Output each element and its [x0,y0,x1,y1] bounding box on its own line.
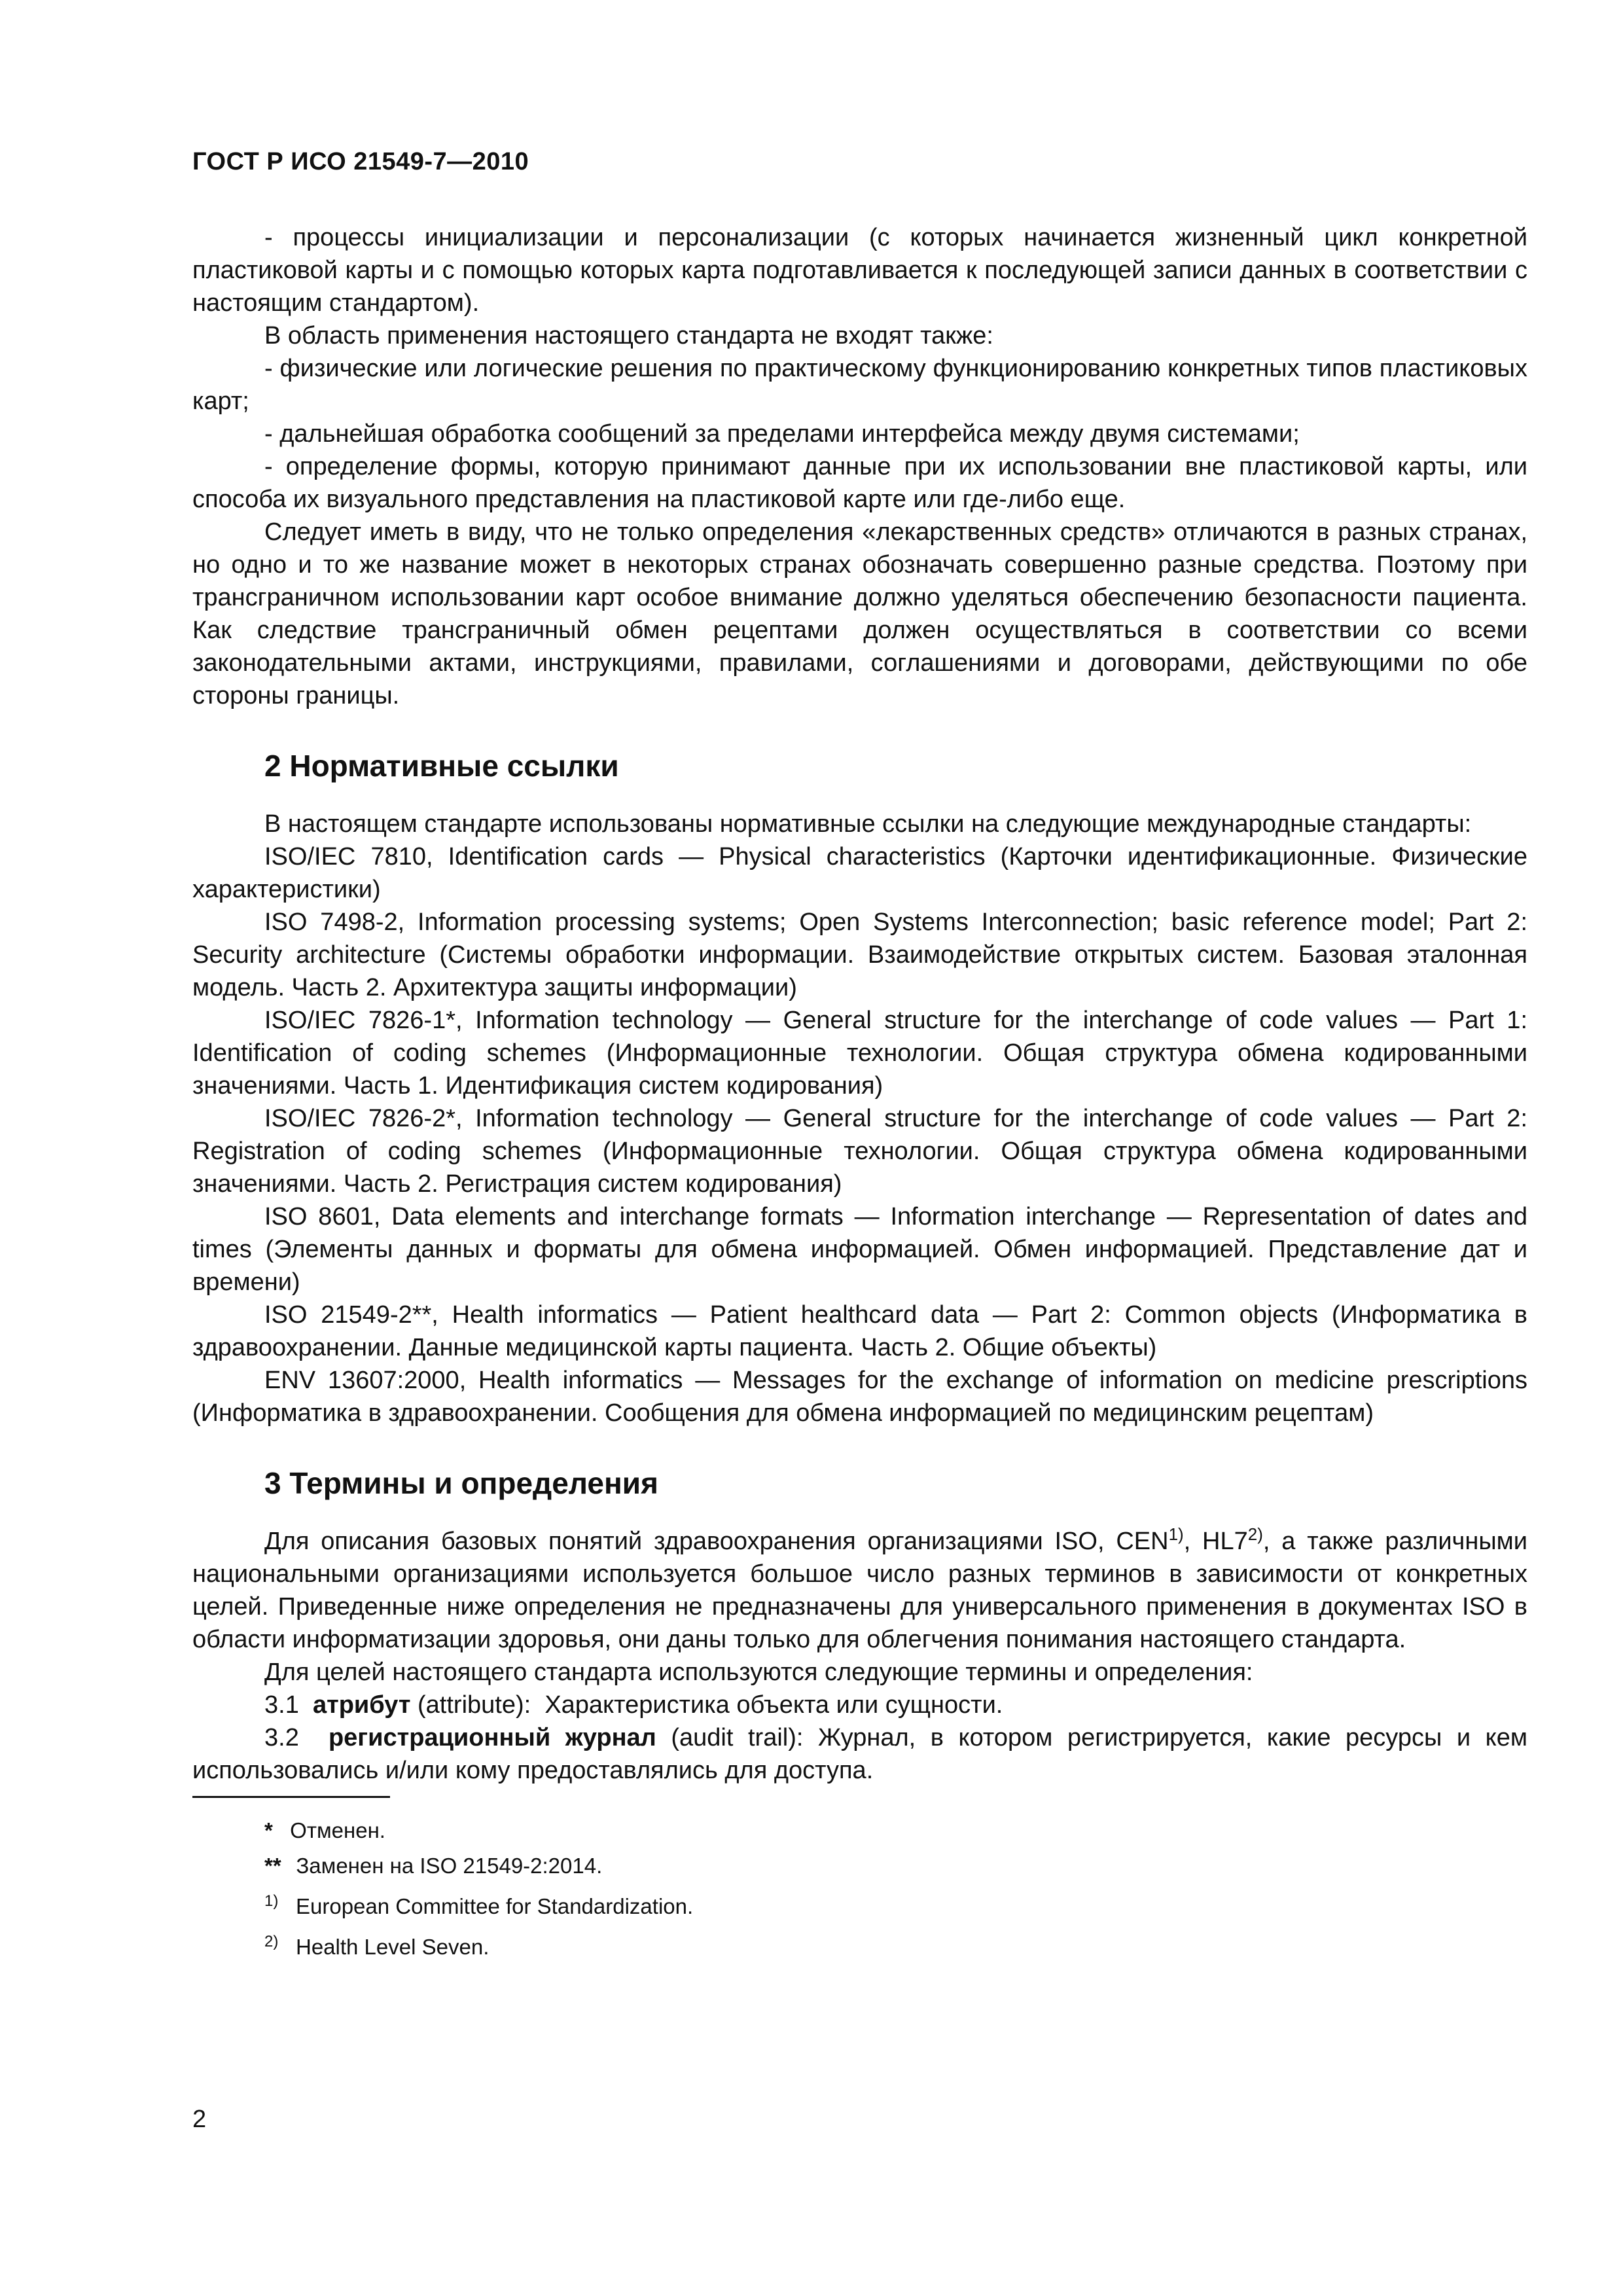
running-header: ГОСТ Р ИСО 21549-7—2010 [192,148,529,175]
footnote [264,1929,1527,1960]
page-number: 2 [192,2106,207,2133]
footnote-text: Health Level Seven. [296,1935,490,1959]
footnote-ref: 2) [1247,1524,1263,1544]
footnote-mark: ** [264,1854,281,1878]
paragraph: Следует иметь в виду, что не только определения «лекарственных средств» отличаются в разных странах, но одно и то же название может в некоторых странах обозначать совершенно разные средства. Поэтому при трансграничном использовании карт особое внимание должно уделяться обеспечению безопасности пациента. Как следствие трансграничный обмен рецептами должен осуществляться в соответствии со всеми законодательными актами, инструкциями, правилами, соглашениями и договорами, действующими по обе стороны границы. [192,518,1527,709]
footnote-text: Заменен на ISO 21549-2:2014. [296,1854,603,1878]
reference-item: ISO/IEC 7810, Identification cards — Physical characteristics (Карточки идентификационные. Физические характеристики) [192,843,1527,903]
term-english: (audit trail): [671,1724,804,1751]
reference-item: ISO/IEC 7826-1*, Information technology — General structure for the interchange of code values — Part 1: Identification of coding schemes (Информационные технологии. Общая структура обмена кодированными значениями. Часть 1. Идентификация систем кодирования) [192,1007,1527,1100]
text-run: , а также различными национальными организациями используется большое число разных терминов в зависимости от конкретных целей. Приведенные ниже определения не предназначены для универсального применения в документах ISO в области информатизации здоровья, они даны только для облегчения понимания настоящего стандарта. [192,1528,1528,1653]
paragraph: - физические или логические решения по практическому функционированию конкретных типов пластиковых карт; [192,355,1527,415]
section-heading-terms-definitions: 3 Термины и определения [264,1466,658,1500]
term-name: атрибут [312,1691,411,1719]
reference-item: ENV 13607:2000, Health informatics — Messages for the exchange of information on medicine prescriptions (Информатика в здравоохранении. Сообщения для обмена информацией по медицинским рецептам) [192,1367,1527,1427]
term-entry [192,1721,1527,1787]
section-heading-normative-references: 2 Нормативные ссылки [264,749,619,783]
paragraph: - определение формы, которую принимают данные при их использовании вне пластиковой карты, или способа их визуального представления на пластиковой карте или где-либо еще. [192,453,1527,513]
paragraph [192,1525,1527,1656]
term-number: 3.2 [264,1724,299,1751]
reference-item: ISO 21549-2**, Health informatics — Patient healthcard data — Part 2: Common objects (Информатика в здравоохранении. Данные медицинской карты пациента. Часть 2. Общие объекты) [192,1301,1527,1361]
footnote-mark: 2) [264,1933,279,1950]
paragraph: - процессы инициализации и персонализации (с которых начинается жизненный цикл конкретной пластиковой карты и с помощью которых карта подготавливается к последующей записи данных в соответствии с настоящим стандартом). [192,224,1527,317]
footnote [264,1818,1527,1844]
footnote-text: Отменен. [290,1818,385,1842]
term-definition: Характеристика объекта или сущности. [544,1691,1003,1719]
text-run: , HL7 [1183,1528,1248,1555]
term-english: (attribute): [418,1691,531,1719]
footnote [264,1853,1527,1879]
paragraph: Для целей настоящего стандарта используются следующие термины и определения: [264,1659,1253,1686]
term-number: 3.1 [264,1691,299,1719]
paragraph: В настоящем стандарте использованы нормативные ссылки на следующие международные стандарты: [264,810,1472,838]
footnote [264,1888,1527,1920]
reference-item: ISO 8601, Data elements and interchange formats — Information interchange — Representation of dates and times (Элементы данных и форматы для обмена информацией. Обмен информацией. Представление дат и времени) [192,1203,1527,1296]
footnote-separator [192,1796,390,1798]
paragraph: - дальнейшая обработка сообщений за пределами интерфейса между двумя системами; [264,420,1300,448]
term-name: регистрационный журнал [328,1724,656,1751]
footnote-mark: * [264,1818,273,1842]
reference-item: ISO/IEC 7826-2*, Information technology — General structure for the interchange of code values — Part 2: Registration of coding schemes (Информационные технологии. Общая структура обмена кодированными значениями. Часть 2. Регистрация систем кодирования) [192,1105,1527,1198]
body-text [192,221,1527,1969]
term-definition: Журнал, в котором регистрируется, какие ресурсы и кем использовались и/или кому предоставлялись для доступа. [192,1724,1527,1784]
footnote-text: European Committee for Standardization. [296,1894,694,1918]
text-run: Для описания базовых понятий здравоохранения организациями ISO, CEN [264,1528,1169,1555]
reference-item: ISO 7498-2, Information processing systems; Open Systems Interconnection; basic reference model; Part 2: Security architecture (Системы обработки информации. Взаимодействие открытых систем. Базовая эталонная модель. Часть 2. Архитектура защиты информации) [192,908,1527,1001]
term-entry [192,1689,1527,1721]
footnote-mark: 1) [264,1892,279,1910]
footnote-ref: 1) [1168,1524,1184,1544]
paragraph: В область применения настоящего стандарта не входят также: [264,322,993,350]
